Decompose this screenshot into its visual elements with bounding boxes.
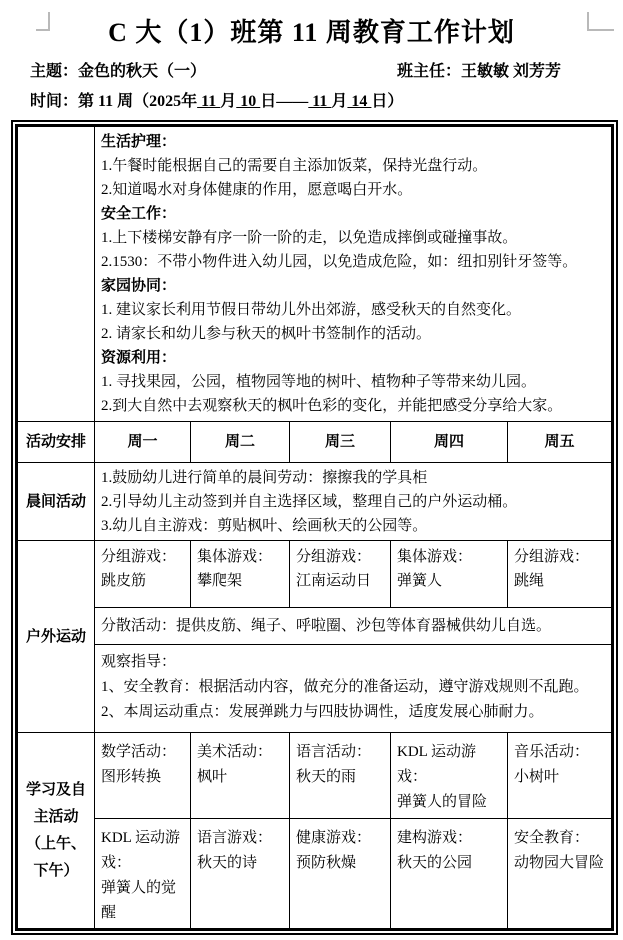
time-day-end: 14 bbox=[347, 93, 372, 110]
morning-item: 3.幼儿自主游戏：剪贴枫叶、绘画秋天的公园等。 bbox=[101, 518, 428, 534]
margin-mark-right-icon bbox=[587, 12, 614, 31]
table-row-observation bbox=[18, 645, 612, 733]
plan-table-wrapper bbox=[11, 120, 618, 935]
activity-name: 秋天的雨 bbox=[296, 769, 357, 785]
learning-label-line2: （上午、下午） bbox=[25, 835, 86, 879]
observe-line: 1、安全教育：根据活动内容，做充分的准备运动，遵守游戏规则不乱跑。 bbox=[101, 679, 589, 695]
scatter-activity-cell: 分散活动：提供皮筋、绳子、呼啦圈、沙包等体育器械供幼儿自选。 bbox=[95, 608, 612, 645]
day-header-monday: 周一 bbox=[95, 422, 191, 463]
morning-item: 2.引导幼儿主动签到并自主选择区域，整理自己的户外运动桶。 bbox=[101, 494, 518, 510]
time-prefix: 时间：第 11 周（2025年 bbox=[30, 93, 198, 110]
day-header-friday: 周五 bbox=[508, 422, 612, 463]
time-suffix: 日） bbox=[371, 93, 404, 110]
row-label-outdoor-exercise: 户外运动 bbox=[18, 541, 95, 733]
notes-item: 1.上下楼梯安静有序一阶一阶的走，以免造成摔倒或碰撞事故。 bbox=[101, 230, 518, 246]
activity-type: 建构游戏： bbox=[397, 830, 473, 846]
learning-pm-wednesday bbox=[290, 819, 391, 929]
table-row-notes bbox=[18, 127, 612, 422]
day-header-wednesday: 周三 bbox=[290, 422, 391, 463]
notes-item: 2.到大自然中去观察秋天的枫叶色彩的变化，并能把感受分享给大家。 bbox=[101, 398, 563, 414]
notes-item: 2.1530：不带小物件进入幼儿园，以免造成危险，如：纽扣别针牙签等。 bbox=[101, 254, 578, 270]
morning-activities-cell bbox=[95, 463, 612, 541]
row-label-empty bbox=[18, 127, 95, 422]
learning-pm-monday bbox=[95, 819, 191, 929]
outdoor-game-thursday bbox=[391, 541, 508, 608]
row-label-morning-activity: 晨间活动 bbox=[18, 463, 95, 541]
game-type: 集体游戏： bbox=[197, 549, 273, 565]
game-name: 弹簧人 bbox=[397, 573, 443, 589]
teachers-text: 班主任：王敏敏 刘芳芳 bbox=[396, 63, 561, 80]
morning-item: 1.鼓励幼儿进行简单的晨间劳动：擦擦我的学具柜 bbox=[101, 470, 428, 486]
table-row-scatter-activity bbox=[18, 608, 612, 645]
observe-line: 观察指导： bbox=[101, 654, 177, 670]
outdoor-game-tuesday bbox=[191, 541, 290, 608]
learning-am-tuesday bbox=[191, 733, 290, 819]
activity-name: 弹簧人的觉醒 bbox=[101, 880, 177, 921]
activity-name: 小树叶 bbox=[514, 769, 560, 785]
activity-type: 数学活动： bbox=[101, 744, 177, 760]
activity-name: 秋天的公园 bbox=[397, 855, 473, 871]
observe-line: 2、本周运动重点：发展弹跳力与四肢协调性，适度发展心肺耐力。 bbox=[101, 704, 544, 720]
theme-text: 主题：金色的秋天（一） bbox=[30, 63, 207, 80]
time-day-start: 10 bbox=[236, 93, 261, 110]
observation-guidance-cell bbox=[95, 645, 612, 733]
notes-item: 1. 寻找果园，公园，植物园等地的树叶、植物种子等带来幼儿园。 bbox=[101, 374, 537, 390]
learning-pm-thursday bbox=[391, 819, 508, 929]
time-dash: 日—— bbox=[260, 93, 309, 110]
learning-am-monday bbox=[95, 733, 191, 819]
day-header-tuesday: 周二 bbox=[191, 422, 290, 463]
notes-heading-life-care: 生活护理： bbox=[101, 134, 177, 150]
activity-name: 秋天的诗 bbox=[197, 855, 258, 871]
outdoor-game-friday bbox=[508, 541, 612, 608]
weekly-notes-cell bbox=[95, 127, 612, 422]
activity-type: 健康游戏： bbox=[296, 830, 372, 846]
weekly-plan-table bbox=[17, 126, 612, 929]
activity-type: 安全教育： bbox=[514, 830, 590, 846]
activity-name: 动物园大冒险 bbox=[514, 855, 605, 871]
time-month-start: 11 bbox=[197, 93, 221, 110]
game-type: 集体游戏： bbox=[397, 549, 473, 565]
learning-am-thursday bbox=[391, 733, 508, 819]
notes-heading-safety: 安全工作： bbox=[101, 206, 177, 222]
learning-pm-friday bbox=[508, 819, 612, 929]
time-month-char2: 月 bbox=[331, 93, 348, 110]
notes-heading-resources: 资源利用： bbox=[101, 350, 177, 366]
learning-label-line1: 学习及自主活动 bbox=[25, 781, 86, 825]
table-row-learning-pm bbox=[18, 819, 612, 929]
time-row bbox=[0, 81, 623, 111]
game-type: 分组游戏： bbox=[101, 549, 177, 565]
activity-type: 语言游戏： bbox=[197, 830, 273, 846]
meta-row bbox=[0, 49, 623, 81]
notes-heading-home-cooperation: 家园协同： bbox=[101, 278, 177, 294]
activity-type: 音乐活动： bbox=[514, 744, 590, 760]
table-row-outdoor-games bbox=[18, 541, 612, 608]
header-label-activity-plan: 活动安排 bbox=[18, 422, 95, 463]
activity-type: 语言活动： bbox=[296, 744, 372, 760]
activity-name: 图形转换 bbox=[101, 769, 162, 785]
notes-item: 1.午餐时能根据自己的需要自主添加饭菜，保持光盘行动。 bbox=[101, 158, 488, 174]
table-row-day-header bbox=[18, 422, 612, 463]
table-row-morning bbox=[18, 463, 612, 541]
game-name: 跳绳 bbox=[514, 573, 545, 589]
activity-type: KDL 运动游戏： bbox=[397, 744, 477, 785]
row-label-learning-activity bbox=[18, 733, 95, 929]
game-name: 攀爬架 bbox=[197, 573, 243, 589]
game-type: 分组游戏： bbox=[514, 549, 590, 565]
game-name: 跳皮筋 bbox=[101, 573, 147, 589]
margin-mark-left-icon bbox=[36, 12, 50, 31]
activity-name: 预防秋燥 bbox=[296, 855, 357, 871]
game-name: 江南运动日 bbox=[296, 573, 372, 589]
activity-type: 美术活动： bbox=[197, 744, 273, 760]
game-type: 分组游戏： bbox=[296, 549, 372, 565]
page-title: C 大（1）班第 11 周教育工作计划 bbox=[108, 18, 515, 47]
learning-am-wednesday bbox=[290, 733, 391, 819]
document-page bbox=[0, 12, 623, 921]
activity-name: 弹簧人的冒险 bbox=[397, 794, 488, 810]
day-header-thursday: 周四 bbox=[391, 422, 508, 463]
notes-item: 2.知道喝水对身体健康的作用，愿意喝白开水。 bbox=[101, 182, 413, 198]
notes-item: 2. 请家长和幼儿参与秋天的枫叶书签制作的活动。 bbox=[101, 326, 432, 342]
activity-name: 枫叶 bbox=[197, 769, 228, 785]
table-row-learning-am bbox=[18, 733, 612, 819]
time-month-char1: 月 bbox=[220, 93, 237, 110]
outdoor-game-monday bbox=[95, 541, 191, 608]
time-month-end: 11 bbox=[308, 93, 332, 110]
notes-item: 1. 建议家长利用节假日带幼儿外出郊游，感受秋天的自然变化。 bbox=[101, 302, 522, 318]
outdoor-game-wednesday bbox=[290, 541, 391, 608]
learning-am-friday bbox=[508, 733, 612, 819]
activity-type: KDL 运动游戏： bbox=[101, 830, 181, 871]
learning-pm-tuesday bbox=[191, 819, 290, 929]
